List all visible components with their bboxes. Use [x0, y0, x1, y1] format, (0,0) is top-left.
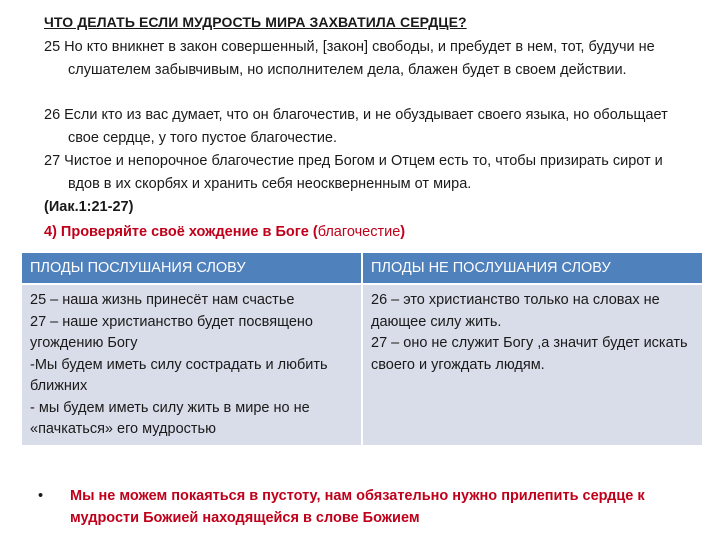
- list-item: 25 – наша жизнь принесёт нам счастье: [30, 292, 295, 308]
- point-4-piety: благочестие: [317, 224, 401, 240]
- scripture-reference: (Иак.1:21-27): [44, 199, 134, 215]
- list-item: 27 – наше христианство будет посвящено угождению Богу: [30, 313, 313, 351]
- table-row: [22, 284, 702, 445]
- point-4-open-paren: (: [308, 224, 318, 240]
- verse-25: 25 Но кто вникнет в закон совершенный, [закон] свободы, и пребудет в нем, тот, будучи не слушателем забывчивым, но исполнителем дела, блажен будет в своем действии.: [44, 39, 655, 78]
- verse-27: 27 Чистое и непорочное благочестие пред Богом и Отцем есть то, чтобы призирать сирот и вдов в их скорбях и хранить себя неоскверненным от мира.: [44, 153, 663, 192]
- list-item: - мы будем иметь силу жить в мире но не «пачкаться» его мудростью: [30, 399, 310, 437]
- header-obedience: ПЛОДЫ ПОСЛУШАНИЯ СЛОВУ: [22, 253, 362, 284]
- verse-26: 26 Если кто из вас думает, что он благочестив, и не обуздывает своего языка, но обольщает свое сердце, у того пустое благочестие.: [44, 107, 668, 146]
- conclusion-text: Мы не можем покаяться в пустоту, нам обязательно нужно прилепить сердце к мудрости Божией находящейся в слове Божием: [70, 488, 645, 526]
- header-disobedience: ПЛОДЫ НЕ ПОСЛУШАНИЯ СЛОВУ: [362, 253, 702, 284]
- page-title: ЧТО ДЕЛАТЬ ЕСЛИ МУДРОСТЬ МИРА ЗАХВАТИЛА СЕРДЦЕ?: [44, 14, 467, 30]
- point-4-heading: [44, 224, 405, 240]
- fruits-comparison-table: [22, 253, 702, 445]
- cell-disobedience-fruits: [362, 284, 702, 445]
- list-item: 26 – это христианство только на словах не дающее силу жить.: [371, 292, 660, 330]
- list-item: 27 – оно не служит Богу ,а значит будет искать своего и угождать людям.: [371, 335, 688, 373]
- table-header-row: [22, 253, 702, 284]
- point-4-main: 4) Проверяйте своё хождение в Боге: [44, 224, 309, 240]
- cell-obedience-fruits: [22, 284, 362, 445]
- bullet-icon: •: [38, 488, 44, 504]
- point-4-close-paren: ): [400, 224, 406, 240]
- list-item: -Мы будем иметь силу сострадать и любить ближних: [30, 356, 328, 394]
